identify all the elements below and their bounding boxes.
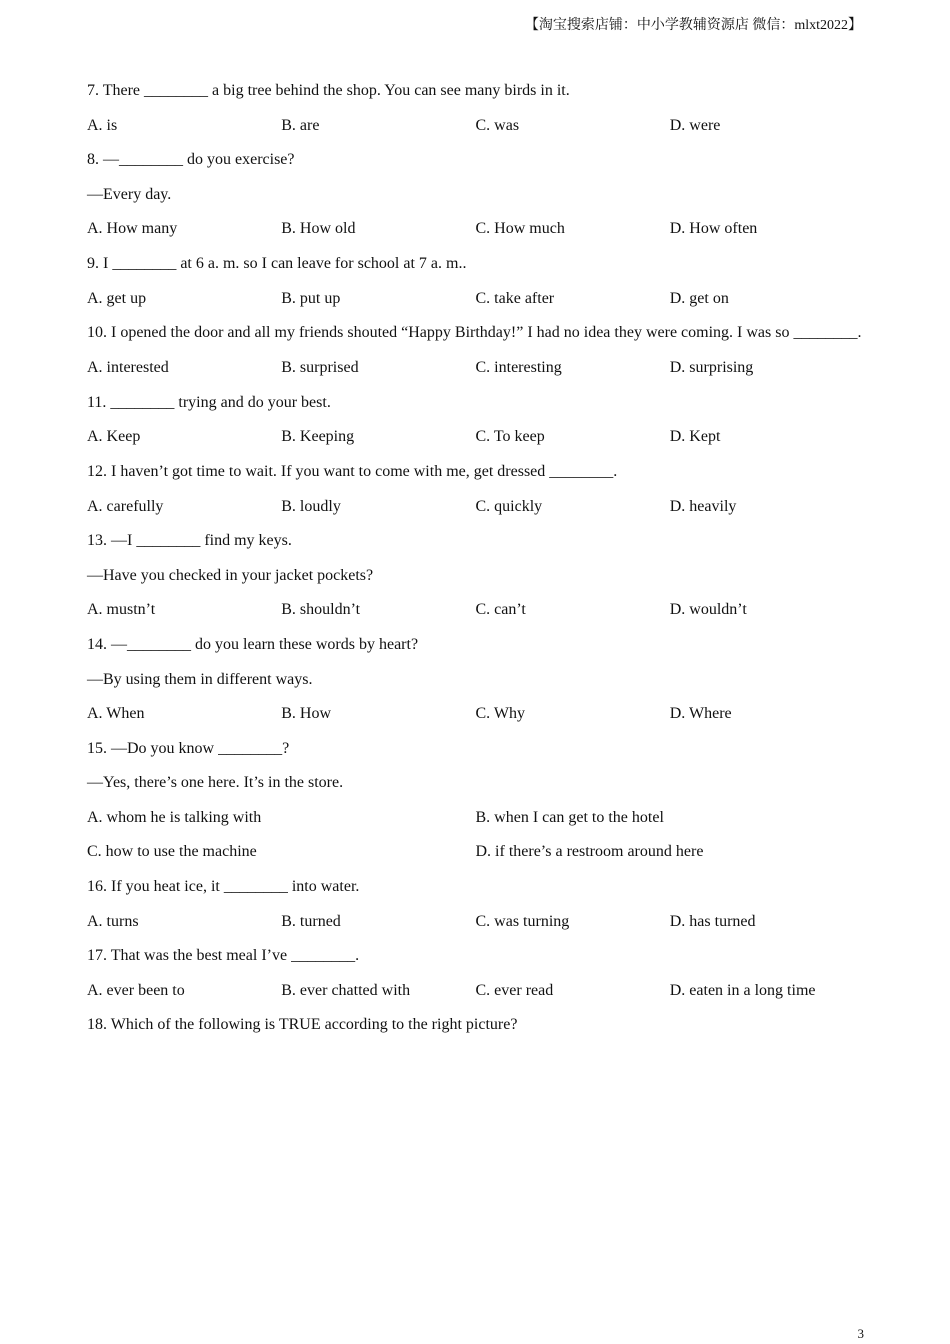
- question-15-options-row-2: [87, 838, 864, 873]
- question-15-stem: 15. —Do you know ________?: [87, 739, 290, 757]
- question-13-option-a: A. mustn’t: [87, 601, 156, 619]
- question-10-option-c: C. interesting: [475, 359, 562, 377]
- question-9-stem: 9. I ________ at 6 a. m. so I can leave for school at 7 a. m..: [87, 254, 467, 272]
- question-17-options: [87, 977, 864, 1012]
- question-15-option-c: C. how to use the machine: [87, 843, 257, 861]
- question-15-response: —Yes, there’s one here. It’s in the store.: [87, 774, 344, 792]
- question-16-stem: 16. If you heat ice, it ________ into water.: [87, 878, 360, 896]
- question-17-option-a: A. ever been to: [87, 981, 185, 999]
- question-16-option-a: A. turns: [87, 912, 139, 930]
- question-15-option-b: B. when I can get to the hotel: [475, 808, 664, 826]
- question-7-stem: 7. There ________ a big tree behind the shop. You can see many birds in it.: [87, 82, 570, 99]
- question-7-option-b: B. are: [281, 116, 320, 134]
- question-8-response: —Every day.: [87, 185, 172, 203]
- question-17-option-d: D. eaten in a long time: [669, 981, 816, 999]
- question-15-option-a: A. whom he is talking with: [87, 808, 262, 826]
- question-10-option-a: A. interested: [87, 359, 169, 377]
- question-13-stem: 13. —I ________ find my keys.: [87, 532, 292, 550]
- question-16-options: [87, 908, 864, 943]
- question-16-option-b: B. turned: [281, 912, 341, 930]
- question-12-stem: 12. I haven’t got time to wait. If you want to come with me, get dressed ________.: [87, 462, 618, 480]
- question-17-option-c: C. ever read: [475, 981, 554, 999]
- question-10-option-d: D. surprising: [669, 359, 754, 377]
- question-12-option-a: A. carefully: [87, 497, 164, 515]
- question-13-option-d: D. wouldn’t: [669, 601, 747, 619]
- question-9-option-d: D. get on: [669, 289, 729, 307]
- question-list: [87, 77, 864, 1046]
- question-14-response: —By using them in different ways.: [87, 670, 313, 688]
- question-13-response: —Have you checked in your jacket pockets?: [87, 566, 374, 584]
- question-17-option-b: B. ever chatted with: [281, 981, 411, 999]
- question-11-option-a: A. Keep: [87, 428, 141, 446]
- question-14-stem: 14. —________ do you learn these words by heart?: [87, 635, 419, 653]
- question-8-option-c: C. How much: [475, 220, 565, 238]
- question-14-options: [87, 700, 864, 735]
- question-10-options: [87, 354, 864, 389]
- question-9-option-c: C. take after: [475, 289, 555, 307]
- question-7-option-a: A. is: [87, 116, 118, 134]
- question-11-option-d: D. Kept: [669, 428, 721, 446]
- question-8-stem: 8. —________ do you exercise?: [87, 151, 295, 169]
- page-number: 3: [857, 1326, 864, 1341]
- question-14-option-b: B. How: [281, 705, 332, 723]
- question-11-option-b: B. Keeping: [281, 428, 355, 446]
- question-16-option-d: D. has turned: [669, 912, 756, 930]
- question-18-stem: 18. Which of the following is TRUE according to the right picture?: [87, 1016, 518, 1034]
- question-8-option-d: D. How often: [669, 220, 758, 238]
- question-7-options: [87, 112, 864, 147]
- question-15-option-d: D. if there’s a restroom around here: [475, 843, 704, 861]
- question-7-option-c: C. was: [475, 116, 520, 134]
- question-14-option-c: C. Why: [475, 705, 525, 723]
- question-12-option-d: D. heavily: [669, 497, 737, 515]
- question-12-options: [87, 493, 864, 528]
- question-8-option-a: A. How many: [87, 220, 178, 238]
- question-14-option-d: D. Where: [669, 705, 732, 723]
- question-11-options: [87, 423, 864, 458]
- question-12-option-b: B. loudly: [281, 497, 341, 515]
- question-11-option-c: C. To keep: [475, 428, 545, 446]
- question-11-stem: 11. ________ trying and do your best.: [87, 393, 331, 411]
- question-17-stem: 17. That was the best meal I’ve ________.: [87, 947, 360, 965]
- question-15-options-row-1: [87, 804, 864, 839]
- page-header: 【淘宝搜索店铺：中小学教辅资源店 微信：mlxt2022】: [524, 18, 862, 33]
- question-10-option-b: B. surprised: [281, 359, 359, 377]
- question-8-option-b: B. How old: [281, 220, 356, 238]
- question-13-option-c: C. can’t: [475, 601, 526, 619]
- question-12-option-c: C. quickly: [475, 497, 543, 515]
- question-10-stem: 10. I opened the door and all my friends shouted “Happy Birthday!” I had no idea they were coming. I was so ________.: [87, 324, 862, 342]
- question-9-option-b: B. put up: [281, 289, 341, 307]
- question-14-option-a: A. When: [87, 705, 145, 723]
- question-8-options: [87, 215, 864, 250]
- question-9-option-a: A. get up: [87, 289, 147, 307]
- question-7-option-d: D. were: [669, 116, 721, 134]
- question-13-options: [87, 596, 864, 631]
- question-16-option-c: C. was turning: [475, 912, 570, 930]
- question-13-option-b: B. shouldn’t: [281, 601, 361, 619]
